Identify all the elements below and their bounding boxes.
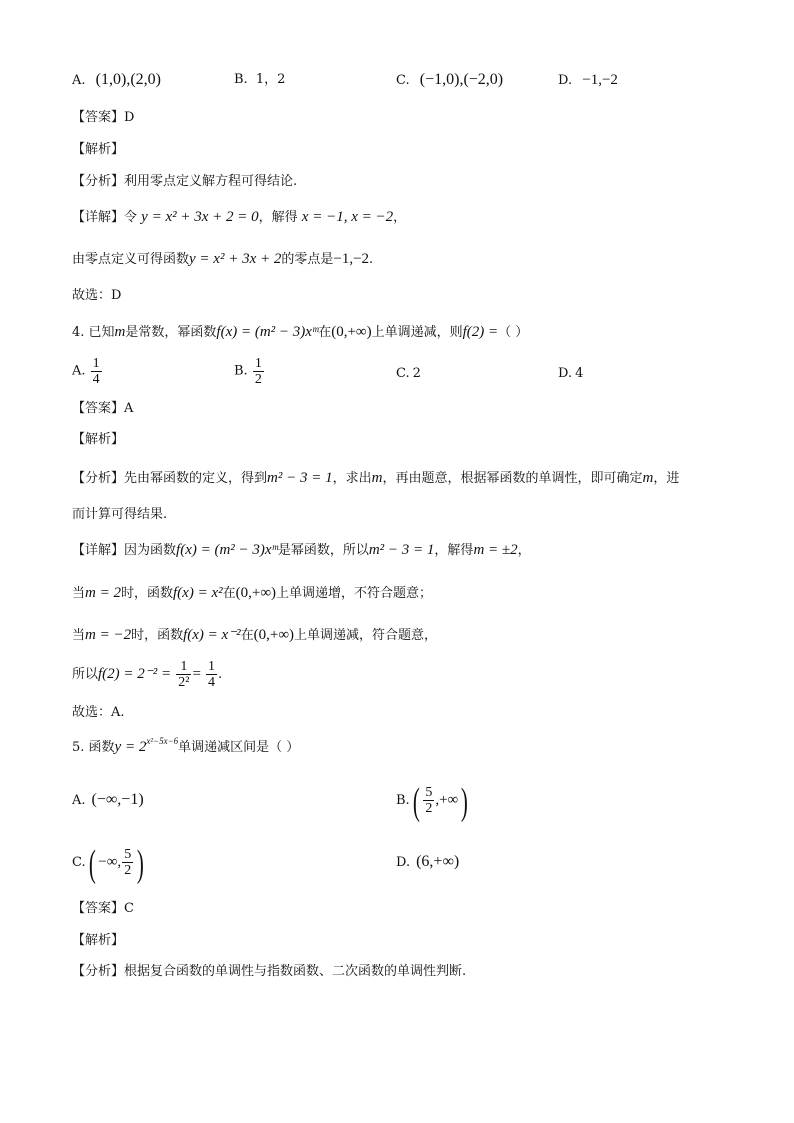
numerator: 1 xyxy=(176,659,191,675)
option-a xyxy=(72,70,161,91)
option-label: D. xyxy=(558,73,573,88)
option-label: B. xyxy=(396,793,410,808)
answer-value: A xyxy=(124,401,134,416)
equation: m² − 3 = 1 xyxy=(267,470,333,486)
result-line xyxy=(72,658,222,691)
numerator: 1 xyxy=(208,659,216,674)
text: ，解得 xyxy=(258,210,298,225)
exponent: x²−5x−6 xyxy=(146,736,179,746)
function: f(x) = (m² − 3)xᵐ xyxy=(216,324,319,340)
fenxi-line xyxy=(72,468,679,489)
text: 在 xyxy=(318,325,332,340)
analysis-heading: 【解析】 xyxy=(72,432,125,447)
text: 在 xyxy=(222,586,236,601)
fraction xyxy=(122,847,133,878)
paren-left: ( xyxy=(412,781,420,823)
option-math: (6,+∞) xyxy=(416,853,460,870)
text: ，再由题意，根据幂函数的单调性，即可确定 xyxy=(382,471,643,486)
numerator: 5 xyxy=(425,785,433,800)
equation: y = x² + 3x + 2 xyxy=(189,251,282,267)
paren-left: ( xyxy=(88,843,96,885)
option-c xyxy=(72,842,147,884)
xiangjie-tag: 【详解】 xyxy=(72,543,125,558)
denominator: 2 xyxy=(425,801,433,816)
fraction xyxy=(253,356,264,387)
option-label: D. xyxy=(396,855,411,870)
case-value: m = −2 xyxy=(85,627,132,643)
roots: x = −1, x = −2 xyxy=(301,209,394,225)
choice-line: 故选：A. xyxy=(72,705,125,720)
option-math: ,+∞ xyxy=(435,792,459,808)
option-d xyxy=(558,70,618,91)
denominator: 4 xyxy=(208,675,216,690)
xiangjie-tag: 【详解】 xyxy=(72,210,125,225)
answer-line xyxy=(72,399,133,419)
option-math: (−∞,−1) xyxy=(91,791,144,808)
fenxi-tag: 【分析】 xyxy=(72,471,125,486)
equation: m² − 3 = 1 xyxy=(368,542,435,558)
fraction xyxy=(206,659,217,690)
option-math: −∞, xyxy=(98,854,122,870)
text: ，求出 xyxy=(332,471,372,486)
text: . xyxy=(218,667,223,682)
answer-tag: 【答案】 xyxy=(72,110,125,125)
interval: (0,+∞) xyxy=(331,324,372,340)
function: f(x) = x⁻² xyxy=(183,627,241,643)
option-label: A. xyxy=(72,793,86,808)
denominator: 2 xyxy=(254,372,262,387)
option-label: A. xyxy=(72,363,86,379)
question-number: 5. 函数 xyxy=(72,740,115,755)
case-line-2 xyxy=(72,625,437,646)
text: 当 xyxy=(72,586,86,601)
denominator: 2² xyxy=(178,675,190,690)
solution: m = ±2 xyxy=(473,542,518,558)
text: . xyxy=(369,252,374,267)
text: 当 xyxy=(72,628,86,643)
option-label: B. xyxy=(234,72,248,87)
option-c xyxy=(396,364,421,384)
answer-value: C xyxy=(124,901,134,916)
text: ， xyxy=(393,210,407,225)
denominator: 4 xyxy=(92,372,100,387)
numerator: 1 xyxy=(254,356,262,371)
case-value: m = 2 xyxy=(85,585,121,601)
option-math: −1,−2 xyxy=(582,72,618,88)
fenxi-line xyxy=(72,962,466,982)
text: 在 xyxy=(240,628,254,643)
option-label: B. xyxy=(234,363,248,379)
function: f(x) = x² xyxy=(173,585,223,601)
function: f(x) = (m² − 3)xᵐ xyxy=(176,542,278,558)
choice-line: 故选：D xyxy=(72,288,122,303)
fenxi-tag: 【分析】 xyxy=(72,964,125,979)
fraction xyxy=(91,356,102,387)
text: 上单调递减，则 xyxy=(371,325,463,340)
fenxi-tag: 【分析】 xyxy=(72,174,125,189)
equals: = xyxy=(192,666,201,682)
option-label: C. xyxy=(396,73,410,88)
fenxi-text: 利用零点定义解方程可得结论. xyxy=(124,174,298,189)
text: ，进 xyxy=(653,471,680,486)
option-b xyxy=(396,780,471,822)
text: 先由幂函数的定义，得到 xyxy=(124,471,268,486)
option-a xyxy=(72,790,144,811)
option-text: 4 xyxy=(575,366,584,381)
option-label: D. xyxy=(558,366,573,381)
answer-tag: 【答案】 xyxy=(72,901,125,916)
option-label: A. xyxy=(72,73,86,88)
detail-line xyxy=(72,249,373,270)
text: 上单调递减，符合题意， xyxy=(294,628,438,643)
xiangjie-line xyxy=(72,540,531,561)
text: 由零点定义可得函数 xyxy=(72,252,190,267)
option-a xyxy=(72,356,103,387)
answer-line xyxy=(72,899,134,919)
answer-line xyxy=(72,108,134,128)
option-label: C. xyxy=(72,855,86,870)
option-text: 1，2 xyxy=(255,72,286,87)
text: 因为函数 xyxy=(124,543,177,558)
option-math: (−1,0),(−2,0) xyxy=(419,71,504,88)
text: 所以 xyxy=(72,667,99,682)
answer-value: D xyxy=(124,110,135,125)
case-line-1 xyxy=(72,583,432,604)
question-4-stem xyxy=(72,322,528,343)
expr: f(2) = xyxy=(462,324,499,340)
text: 单调递减区间是（ ） xyxy=(178,740,300,755)
text: ， xyxy=(517,543,531,558)
fenxi-text: 根据复合函数的单调性与指数函数、二次函数的单调性判断. xyxy=(124,964,467,979)
question-number: 4. 已知 xyxy=(72,325,115,340)
text: ，解得 xyxy=(434,543,474,558)
xiangjie-line xyxy=(72,207,406,228)
interval: (0,+∞) xyxy=(253,627,295,643)
var: m xyxy=(371,470,383,486)
analysis-heading: 【解析】 xyxy=(72,933,125,948)
interval: (0,+∞) xyxy=(235,585,277,601)
text: 的零点是 xyxy=(281,252,334,267)
fraction xyxy=(176,659,191,690)
option-math: (1,0),(2,0) xyxy=(95,71,161,88)
var: m xyxy=(642,470,654,486)
paren-right: ) xyxy=(461,781,469,823)
option-d xyxy=(396,852,459,873)
zero-values: −1,−2 xyxy=(333,251,370,267)
option-c xyxy=(396,70,503,91)
option-b xyxy=(234,70,285,90)
option-b xyxy=(234,356,265,387)
text: 是常数，幂函数 xyxy=(125,325,217,340)
denominator: 2 xyxy=(124,863,132,878)
var: m xyxy=(114,324,126,340)
text: 是幂函数，所以 xyxy=(277,543,369,558)
equation: y = x² + 3x + 2 = 0 xyxy=(141,209,259,225)
answer-tag: 【答案】 xyxy=(72,401,125,416)
paren-right: ) xyxy=(137,843,144,885)
fenxi-line-2: 而计算可得结果. xyxy=(72,507,168,522)
text: 上单调递增，不符合题意； xyxy=(276,586,433,601)
expr: f(2) = 2⁻² = xyxy=(98,666,172,682)
text: 时，函数 xyxy=(120,586,173,601)
option-d xyxy=(558,364,583,384)
option-text: 2 xyxy=(412,366,421,381)
fenxi-line xyxy=(72,172,297,192)
numerator: 5 xyxy=(124,847,132,862)
option-label: C. xyxy=(396,366,410,381)
question-5-stem xyxy=(72,737,299,758)
text: 令 xyxy=(124,210,138,225)
analysis-heading: 【解析】 xyxy=(72,142,125,157)
blank: （ ） xyxy=(498,325,529,340)
fraction xyxy=(423,785,434,816)
function: y = 2 xyxy=(114,739,147,755)
numerator: 1 xyxy=(92,356,100,371)
text: 时，函数 xyxy=(131,628,184,643)
